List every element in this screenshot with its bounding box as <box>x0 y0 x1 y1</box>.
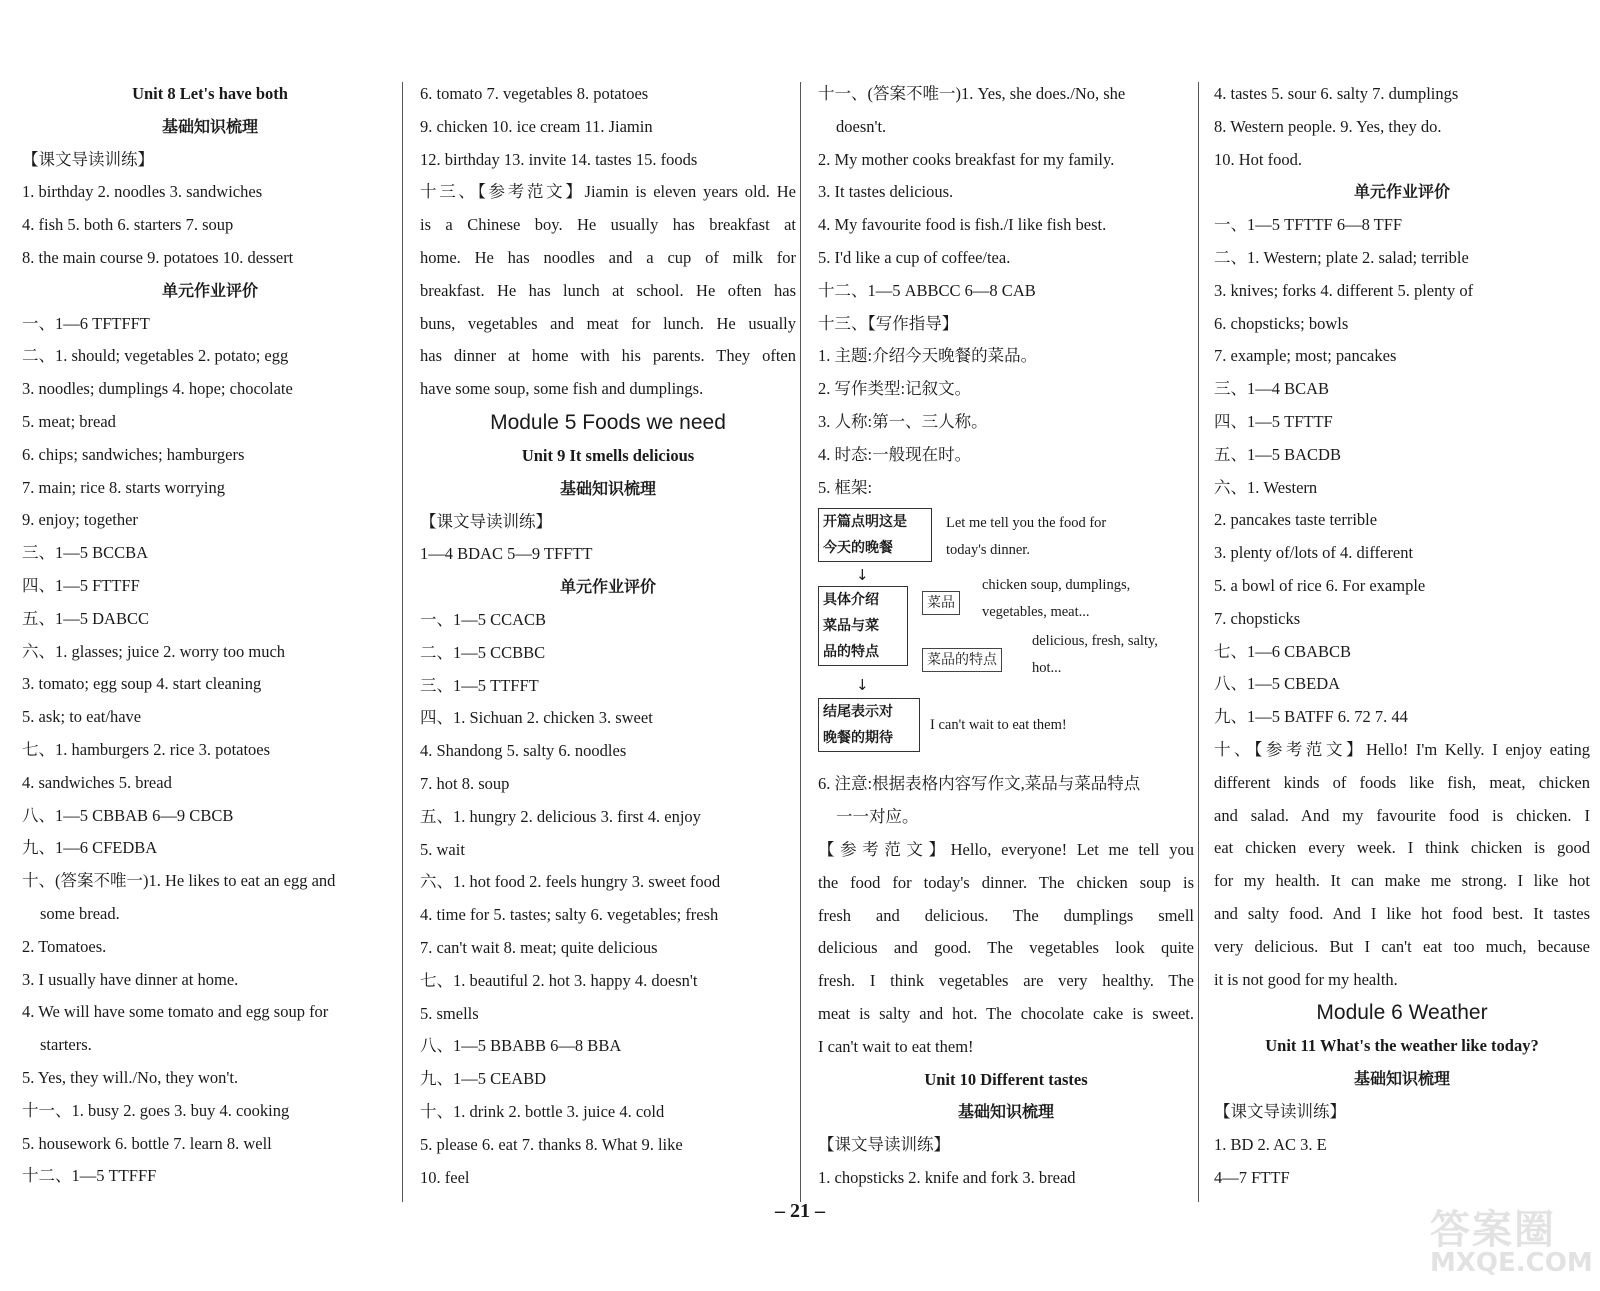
answer-line: 八、1—5 CBBAB 6—9 CBCB <box>22 805 234 825</box>
answer-line: 八、1—5 CBEDA <box>1214 674 1341 694</box>
answer-line: 【课文导读训练】 <box>818 1135 950 1155</box>
answer-line: doesn't. <box>836 116 887 136</box>
answer-line: 3. 人称:第一、三人称。 <box>818 411 988 431</box>
unit-title: Unit 11 What's the weather like today? <box>1265 1036 1539 1056</box>
answer-line: 4. tastes 5. sour 6. salty 7. dumplings <box>1214 84 1459 103</box>
answer-line: 4. Shandong 5. salty 6. noodles <box>420 741 627 761</box>
answer-line: 九、1—6 CFEDBA <box>22 838 158 858</box>
answer-line: 9. enjoy; together <box>22 510 138 530</box>
essay-line: home. He has noodles and a cup of milk for <box>420 247 796 267</box>
watermark-name: 答案圈 <box>1430 1207 1556 1253</box>
answer-line: 三、1—4 BCAB <box>1214 379 1330 399</box>
page-number: – 21 – <box>775 1200 825 1222</box>
answer-line: 2. My mother cooks breakfast for my family. <box>818 149 1115 169</box>
essay-line: 【参考范文】Hello, everyone! Let me tell you <box>818 839 1194 859</box>
answer-line: 7. example; most; pancakes <box>1214 346 1397 366</box>
answer-line: 5. ask; to eat/have <box>22 707 142 727</box>
answer-line: 5. Yes, they will./No, they won't. <box>22 1067 239 1087</box>
framework-text-ending: I can't wait to eat them! <box>930 717 1067 734</box>
answer-line: 1. chopsticks 2. knife and fork 3. bread <box>818 1167 1076 1187</box>
essay-line: has dinner at home with his parents. They often <box>420 346 796 366</box>
answer-line: 十一、1. busy 2. goes 3. buy 4. cooking <box>22 1100 290 1120</box>
answer-line: 2. 写作类型:记叙文。 <box>818 379 972 399</box>
answer-line: 十二、1—5 TTFFF <box>22 1166 157 1186</box>
answer-line: 二、1. should; vegetables 2. potato; egg <box>22 346 289 366</box>
essay-line: and salty food. And I like hot food best. It tastes <box>1214 903 1590 923</box>
essay-line: different kinds of foods like fish, meat, chicken <box>1214 772 1590 792</box>
answer-column-2 <box>420 78 796 1194</box>
answer-line: 7. chopsticks <box>1214 608 1301 628</box>
answer-line: 10. feel <box>420 1167 470 1187</box>
down-arrow-icon: ↓ <box>856 566 869 585</box>
section-heading: 单元作业评价 <box>161 280 258 300</box>
answer-line: 十二、1—5 ABBCC 6—8 CAB <box>818 280 1036 300</box>
answer-line: 5. a bowl of rice 6. For example <box>1214 575 1426 595</box>
essay-line: it is not good for my health. <box>1214 969 1398 989</box>
answer-line: 7. hot 8. soup <box>420 773 510 793</box>
answer-line: 5. housework 6. bottle 7. learn 8. well <box>22 1133 272 1153</box>
answer-line: 四、1—5 TFTTF <box>1214 411 1333 431</box>
answer-line: 十、(答案不唯一)1. He likes to eat an egg and <box>22 871 336 891</box>
answer-line: some bread. <box>40 903 120 923</box>
essay-line: fresh and delicious. The dumplings smell <box>818 905 1194 925</box>
framework-box-opening: 开篇点明这是 今天的晚餐 <box>818 508 932 562</box>
answer-line: 3. I usually have dinner at home. <box>22 969 239 989</box>
answer-line: 4. We will have some tomato and egg soup for <box>22 1002 329 1022</box>
answer-line: 十、1. drink 2. bottle 3. juice 4. cold <box>420 1101 665 1121</box>
framework-box-body: 具体介绍 菜品与菜 品的特点 <box>818 586 908 666</box>
answer-line: 二、1. Western; plate 2. salad; terrible <box>1214 247 1469 267</box>
answer-line: 3. tomato; egg soup 4. start cleaning <box>22 674 262 694</box>
answer-line: 三、1—5 TTFFT <box>420 675 539 695</box>
writing-framework-diagram <box>818 506 1194 764</box>
answer-line: 3. noodles; dumplings 4. hope; chocolate <box>22 379 293 399</box>
section-heading: 基础知识梳理 <box>957 1102 1054 1122</box>
answer-line: 6. chopsticks; bowls <box>1214 313 1349 333</box>
answer-line: 1. 主题:介绍今天晚餐的菜品。 <box>818 346 1038 366</box>
answer-line: 4—7 FTTF <box>1214 1167 1290 1187</box>
framework-text-features: delicious, fresh, salty, hot... <box>1032 633 1158 677</box>
answer-line: 5. 框架: <box>818 477 873 497</box>
answer-line: 1. BD 2. AC 3. E <box>1214 1134 1327 1154</box>
answer-line: 4. My favourite food is fish./I like fish best. <box>818 215 1107 235</box>
answer-line: 6. tomato 7. vegetables 8. potatoes <box>420 84 649 103</box>
answer-line: 七、1. hamburgers 2. rice 3. potatoes <box>22 739 271 759</box>
answer-line: 七、1—6 CBABCB <box>1214 641 1352 661</box>
essay-line: is a Chinese boy. He usually has breakfast at <box>420 215 796 235</box>
answer-line: 【课文导读训练】 <box>22 149 154 169</box>
essay-line: the food for today's dinner. The chicken soup is <box>818 872 1194 892</box>
down-arrow-icon: ↓ <box>856 676 869 695</box>
answer-line: 【课文导读训练】 <box>420 511 552 531</box>
answer-line: 十三、【写作指导】 <box>818 313 959 333</box>
answer-line: 四、1—5 FTTFF <box>22 575 140 595</box>
answer-line: 八、1—5 BBABB 6—8 BBA <box>420 1036 622 1056</box>
essay-line: 十三、【参考范文】Jiamin is eleven years old. He <box>420 182 796 202</box>
essay-line: buns, vegetables and meat for lunch. He usually <box>420 313 796 333</box>
answer-line: 4. time for 5. tastes; salty 6. vegetables; fresh <box>420 905 719 925</box>
answer-column-1 <box>22 78 398 1193</box>
framework-text-dishes: chicken soup, dumplings, vegetables, meat... <box>982 577 1131 621</box>
answer-line: 6. 注意:根据表格内容写作文,菜品与菜品特点 <box>818 774 1141 794</box>
answer-line: 三、1—5 BCCBA <box>22 543 149 563</box>
answer-line: 一、1—5 CCACB <box>420 609 547 629</box>
answer-line: 六、1. glasses; juice 2. worry too much <box>22 641 286 661</box>
answer-line: 5. I'd like a cup of coffee/tea. <box>818 247 1011 267</box>
section-heading: 基础知识梳理 <box>559 478 656 498</box>
section-heading: 基础知识梳理 <box>161 116 258 136</box>
column-divider <box>800 82 801 1202</box>
answer-line: 12. birthday 13. invite 14. tastes 15. foods <box>420 149 698 169</box>
answer-line: 10. Hot food. <box>1214 149 1302 169</box>
essay-line: I can't wait to eat them! <box>818 1036 974 1056</box>
essay-line: fresh. I think vegetables are very healthy. The <box>818 971 1194 991</box>
answer-line: 一一对应。 <box>836 807 919 827</box>
answer-line: starters. <box>40 1035 92 1055</box>
essay-line: 十、【参考范文】Hello! I'm Kelly. I enjoy eating <box>1214 739 1590 759</box>
essay-line: meat is salty and hot. The chocolate cake is sweet. <box>818 1003 1194 1023</box>
unit-title: Unit 10 Different tastes <box>924 1069 1088 1089</box>
answer-line: 六、1. Western <box>1214 477 1318 497</box>
answer-line: 4. sandwiches 5. bread <box>22 772 172 792</box>
answer-line: 5. please 6. eat 7. thanks 8. What 9. like <box>420 1134 683 1154</box>
answer-line: 9. chicken 10. ice cream 11. Jiamin <box>420 116 653 136</box>
unit-title: Unit 9 It smells delicious <box>521 445 695 465</box>
answer-line: 5. wait <box>420 839 465 859</box>
module-title: Module 5 Foods we need <box>490 410 726 434</box>
essay-line: have some soup, some fish and dumplings. <box>420 379 704 399</box>
answer-line: 4. fish 5. both 6. starters 7. soup <box>22 215 234 235</box>
answer-line: 六、1. hot food 2. feels hungry 3. sweet food <box>420 872 721 892</box>
answer-line: 一、1—5 TFTTF 6—8 TFF <box>1214 215 1403 235</box>
answer-line: 九、1—5 BATFF 6. 72 7. 44 <box>1214 707 1408 727</box>
answer-line: 四、1. Sichuan 2. chicken 3. sweet <box>420 708 653 728</box>
answer-line: 6. chips; sandwiches; hamburgers <box>22 444 245 464</box>
answer-line: 7. can't wait 8. meat; quite delicious <box>420 937 658 957</box>
answer-line: 5. smells <box>420 1003 479 1023</box>
essay-line: for my health. It can make me strong. I like hot <box>1214 871 1590 891</box>
answer-line: 5. meat; bread <box>22 411 116 431</box>
essay-line: breakfast. He has lunch at school. He often has <box>420 280 796 300</box>
answer-line: 七、1. beautiful 2. hot 3. happy 4. doesn't <box>420 970 698 990</box>
answer-line: 五、1—5 DABCC <box>22 608 149 628</box>
answer-line: 【课文导读训练】 <box>1214 1101 1346 1121</box>
section-heading: 单元作业评价 <box>559 577 656 597</box>
answer-line: 7. main; rice 8. starts worrying <box>22 477 225 497</box>
module-title: Module 6 Weather <box>1316 1001 1488 1025</box>
answer-line: 8. the main course 9. potatoes 10. dessert <box>22 247 294 267</box>
answer-line: 二、1—5 CCBBC <box>420 642 546 662</box>
answer-line: 2. pancakes taste terrible <box>1214 510 1378 530</box>
framework-label-features: 菜品的特点 <box>922 648 1002 672</box>
answer-line: 4. 时态:一般现在时。 <box>818 444 972 464</box>
answer-line: 九、1—5 CEABD <box>420 1069 547 1089</box>
framework-text-opening: Let me tell you the food for today's dinner. <box>946 515 1107 559</box>
watermark-logo <box>1430 1198 1593 1282</box>
unit-title: Unit 8 Let's have both <box>132 84 288 103</box>
answer-line: 3. It tastes delicious. <box>818 182 954 202</box>
watermark-url: MXQE.COM <box>1430 1248 1593 1278</box>
column-divider <box>1198 82 1199 1202</box>
answer-line: 3. knives; forks 4. different 5. plenty of <box>1214 280 1474 300</box>
section-heading: 单元作业评价 <box>1353 182 1450 202</box>
answer-line: 2. Tomatoes. <box>22 936 107 956</box>
column-divider <box>402 82 403 1202</box>
answer-line: 五、1. hungry 2. delicious 3. first 4. enjoy <box>420 806 701 826</box>
answer-line: 8. Western people. 9. Yes, they do. <box>1214 116 1442 136</box>
answer-line: 3. plenty of/lots of 4. different <box>1214 543 1414 563</box>
answer-column-3 <box>818 78 1194 1195</box>
essay-line: eat chicken every week. I think chicken is good <box>1214 838 1590 858</box>
essay-line: and salad. And my favourite food is chicken. I <box>1214 805 1590 825</box>
answer-line: 五、1—5 BACDB <box>1214 444 1341 464</box>
essay-line: delicious and good. The vegetables look quite <box>818 938 1194 958</box>
answer-line: 一、1—6 TFTFFT <box>22 313 150 333</box>
answer-line: 十一、(答案不唯一)1. Yes, she does./No, she <box>818 84 1126 103</box>
framework-label-dishes: 菜品 <box>922 591 960 615</box>
answer-line: 1—4 BDAC 5—9 TFFTT <box>420 544 593 564</box>
framework-box-ending: 结尾表示对 晚餐的期待 <box>818 698 920 752</box>
section-heading: 基础知识梳理 <box>1353 1069 1450 1089</box>
answer-column-4 <box>1214 78 1590 1194</box>
answer-line: 1. birthday 2. noodles 3. sandwiches <box>22 182 263 202</box>
essay-line: very delicious. But I can't eat too much, because <box>1214 936 1590 956</box>
